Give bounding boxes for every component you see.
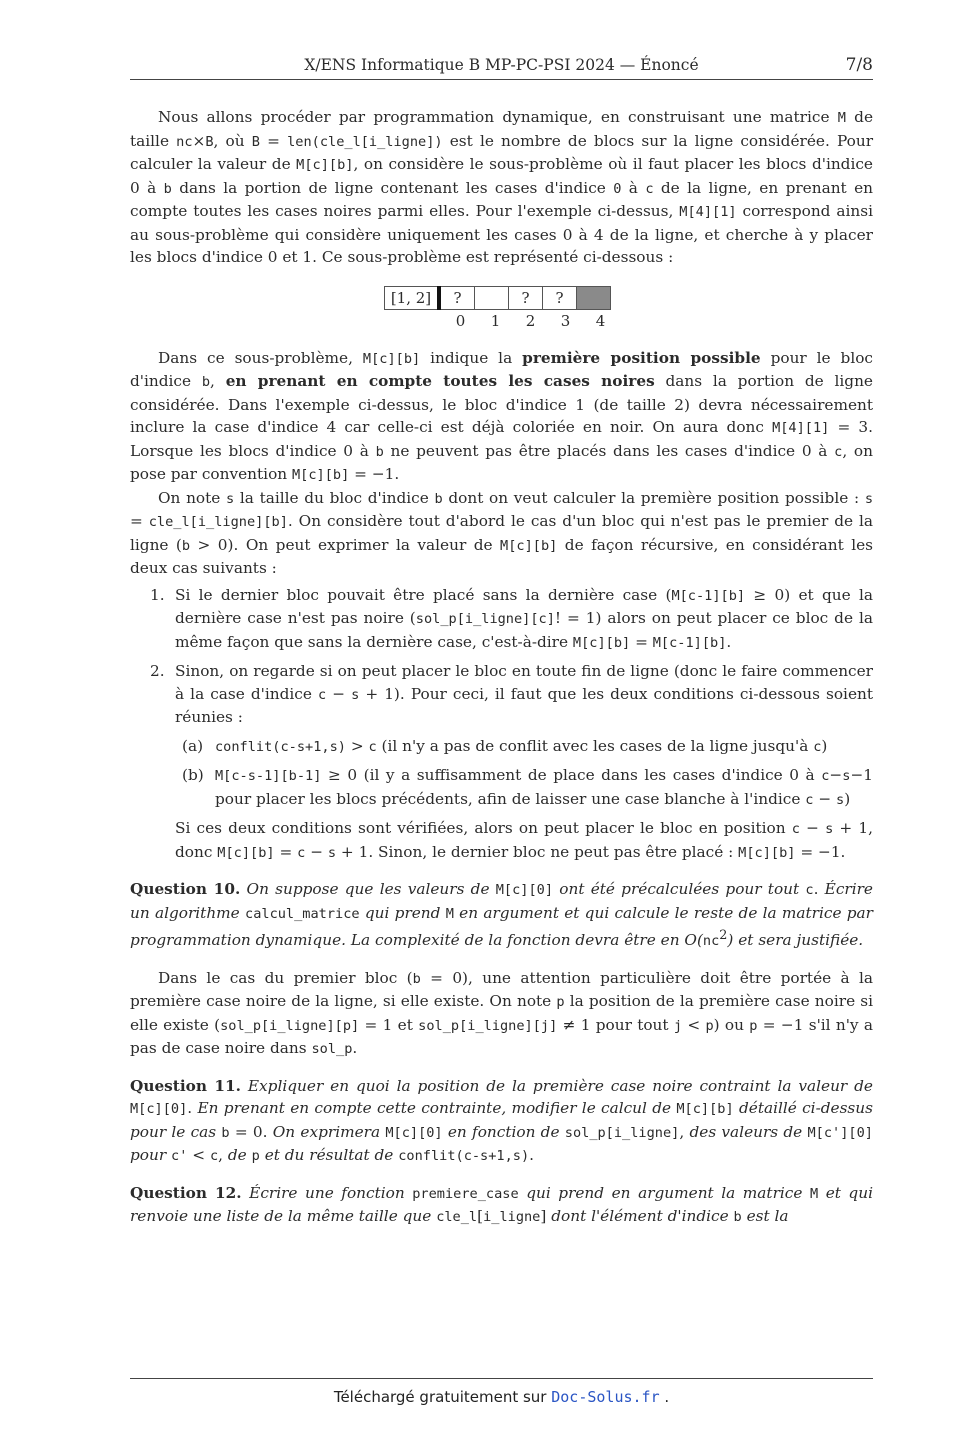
case-list bbox=[130, 584, 873, 865]
grid-clue: [1, 2] bbox=[385, 286, 440, 310]
page-number: 7/8 bbox=[845, 55, 873, 75]
paragraph: Dans ce sous-problème, M[c][b] indique la première position possible pour le bloc d'indice b, en prenant en compte toutes les cases noires dans la portion de ligne considérée. Dans l'exemple ci-dessus, le bloc d'indice 1 (de taille 2) devra nécessairement inclure la case d'indice 4 car celle-ci est déjà coloriée en noir. On aura donc M[4][1] = 3. Lorsque les blocs d'indice 0 à b ne peuvent pas être placés dans les cases d'indice 0 à c, on pose par convention M[c][b] = −1. bbox=[130, 348, 874, 483]
grid-index: 4 bbox=[595, 312, 606, 330]
page-footer bbox=[130, 1378, 873, 1406]
question-10: Question 10. On suppose que les valeurs de M[c][0] ont été précalculées pour tout c. Écrire un algorithme calcul_matrice qui prend M en argument et qui calcule le reste de la matrice par programmation dynamique. La complexité de la fonction devra être en $O(nc^2)$ et sera justifiée. bbox=[130, 880, 873, 950]
list-item: (b) M[c-s-1][b-1] ≥ 0 (il y a suffisamment de place dans les cases d'indice 0 à c−s−1 pour placer les blocs précédents, afin de laisser une case blanche à l'indice c − s) bbox=[182, 766, 873, 808]
paragraph: Dans le cas du premier bloc (b = 0), une attention particulière doit être portée à la première case noire de la ligne, si elle existe. On note p la position de la première case noire si elle existe (sol_p[i_ligne][p] = 1 et sol_p[i_ligne][j] ≠ 1 pour tout j < p) ou p = −1 s'il n'y a pas de case noire dans sol_p. bbox=[130, 968, 873, 1058]
grid-index: 1 bbox=[490, 312, 501, 330]
list-item: (a) conflit(c-s+1,s) > c (il n'y a pas de conflit avec les cases de la ligne jusqu'à c) bbox=[182, 736, 828, 755]
list-item: 1. Si le dernier bloc pouvait être placé sans la dernière case (M[c-1][b] ≥ 0) et que la dernière case n'est pas noire (sol_p[i_ligne][c]! = 1) alors on peut placer ce bloc de la même façon que sans la dernière case, c'est-à-dire M[c][b] = M[c-1][b]. bbox=[150, 585, 873, 651]
grid-row bbox=[384, 286, 611, 311]
grid-cell: ? bbox=[509, 286, 543, 310]
grid-cell bbox=[475, 286, 509, 310]
subproblem-grid bbox=[384, 286, 873, 333]
main-content bbox=[130, 106, 873, 1229]
question-11: Question 11. Expliquer en quoi la position de la première case noire contraint la valeur de M[c][0]. En prenant en compte cette contrainte, modifier le calcul de M[c][b] détaillé ci-dessus pour le cas b = 0. On exprimera M[c][0] en fonction de sol_p[i_ligne], des valeurs de M[c'][0] pour c' < c, de p et du résultat de conflit(c-s+1,s). bbox=[130, 1076, 873, 1165]
footer-suffix: . bbox=[659, 1388, 670, 1406]
list-item: 2. Sinon, on regarde si on peut placer le bloc en toute fin de ligne (donc le faire commencer à la case d'indice c − s + 1). Pour ceci, il faut que les deux conditions ci-dessous soient réunies : (a) conflit(c-s+1,s) > c (il n'y a pas de conflit avec les cases de la ligne jusqu'à c) (b) M[c-s-1][b-1] ≥ 0 (il y a suffisamment de place dans les cases d'indice 0 à c−s−1 pour placer les blocs précédents, afin de laisser une case blanche à l'indice c − s) Si ces deux conditions sont vérifiées, alors on peut placer le bloc en position c − s + 1, donc M[c][b] = c − s + 1. Sinon, le dernier bloc ne peut pas être placé : M[c][b] = −1. bbox=[150, 662, 874, 861]
grid-index: 3 bbox=[560, 312, 571, 330]
condition-list bbox=[175, 735, 873, 812]
page-header bbox=[130, 55, 873, 80]
footer-link[interactable]: Doc-Solus.fr bbox=[551, 1388, 660, 1406]
grid-cell: ? bbox=[439, 286, 475, 310]
grid-index: 0 bbox=[455, 312, 466, 330]
grid-cell: ? bbox=[543, 286, 577, 310]
paragraph: Nous allons procéder par programmation dynamique, en construisant une matrice M de taille nc×B, où B = len(cle_l[i_ligne]) est le nombre de blocs sur la ligne considérée. Pour calculer la valeur de M[c][b], on considère le sous-problème où il faut placer les blocs d'indice 0 à b dans la portion de ligne contenant les cases d'indice 0 à c de la ligne, en prenant en compte toutes les cases noires parmi elles. Pour l'exemple ci-dessus, M[4][1] correspond ainsi au sous-problème qui considère uniquement les cases 0 à 4 de la ligne, et cherche à y placer les blocs d'indice 0 et 1. Ce sous-problème est représenté ci-dessous : bbox=[130, 108, 874, 266]
question-12: Question 12. Écrire une fonction premiere_case qui prend en argument la matrice M et qui renvoie une liste de la même taille que cle_l[i_ligne] dont l'élément d'indice b est la bbox=[130, 1183, 873, 1226]
grid-cell-black bbox=[577, 286, 611, 310]
header-title: X/ENS Informatique B MP-PC-PSI 2024 — Énoncé bbox=[304, 56, 699, 74]
grid-indices bbox=[443, 310, 873, 333]
paragraph: On note s la taille du bloc d'indice b dont on veut calculer la première position possible : s = cle_l[i_ligne][b]. On considère tout d'abord le cas d'un bloc qui n'est pas le premier de la ligne (b > 0). On peut exprimer la valeur de M[c][b] de façon récursive, en considérant les deux cas suivants : bbox=[130, 488, 874, 577]
footer-prefix: Téléchargé gratuitement sur bbox=[333, 1388, 552, 1406]
grid-index: 2 bbox=[525, 312, 536, 330]
